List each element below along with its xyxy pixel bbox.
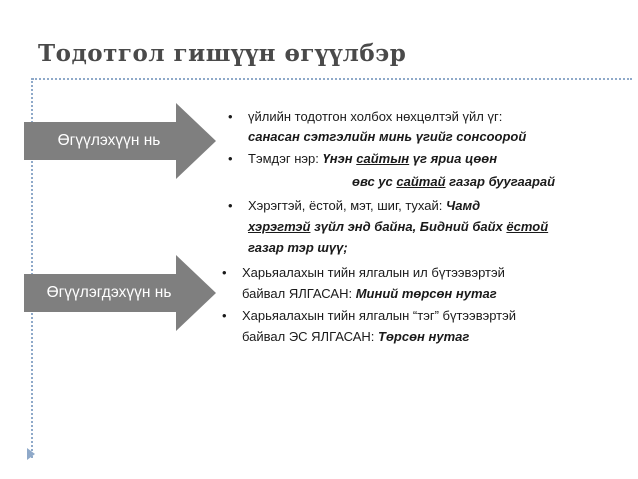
example-word: зүйл энд байна, Бидний байх [314,219,503,234]
example-word-underlined: сайтын [356,151,410,166]
slide-title: Тодотгол гишүүн өгүүлбэр [38,40,407,67]
bullet-icon: • [222,265,227,280]
bullet-example [352,172,555,191]
bullet-label: байвал ЭС ЯЛГАСАН: [242,329,375,344]
arrow-predicate [24,103,216,179]
bullet-text [248,107,502,126]
bullet-example [248,217,548,236]
bullet-text [242,284,497,303]
bullet-label: байвал ЯЛГАСАН: [242,286,353,301]
example-word: Миний төрсөн нутаг [355,286,497,301]
arrow-predicate-label: Өгүүлэхүүн нь [57,132,161,149]
title-divider [32,78,632,80]
bullet-example: санасан сэтгэлийн минь үгийг сонсоорой [248,129,527,144]
bullet-text: Харьяалахын тийн ялгалын “тэг” бүтээвэртэй [242,308,517,323]
example-word: Үнэн [322,151,353,166]
bullet-example: газар тэр шүү; [248,240,348,255]
example-word-underlined: сайтай [396,174,446,189]
arrow-subject-label: Өгүүлэгдэхүүн нь [46,284,172,301]
bullet-text [242,327,469,346]
corner-arrow-icon [27,448,35,460]
example-word-underlined: ёстой [506,219,549,234]
bullet-icon: • [228,198,233,213]
arrow-subject [24,255,216,331]
example-word: Чамд [446,198,481,213]
bullet-text: Харьяалахын тийн ялгалын ил бүтээвэртэй [242,265,505,280]
bullet-text [248,149,497,168]
bullet-label: Тэмдэг нэр: [248,151,319,166]
example-word: үг яриа цөөн [412,151,498,166]
example-word: өвс ус [352,174,393,189]
example-word-underlined: хэрэгтэй [248,219,311,234]
bullet-icon: • [228,109,233,124]
bullet-label: Хэрэгтэй, ёстой, мэт, шиг, тухай: [248,198,443,213]
bullet-icon: • [228,151,233,166]
bullet-text [248,196,480,215]
bullet-line: үйлийн тодотгон холбох нөхцөлтэй үйл үг: [248,109,503,124]
bullet-icon: • [222,308,227,323]
example-word: газар буугаарай [449,174,556,189]
example-word: Төрсөн нутаг [378,329,470,344]
